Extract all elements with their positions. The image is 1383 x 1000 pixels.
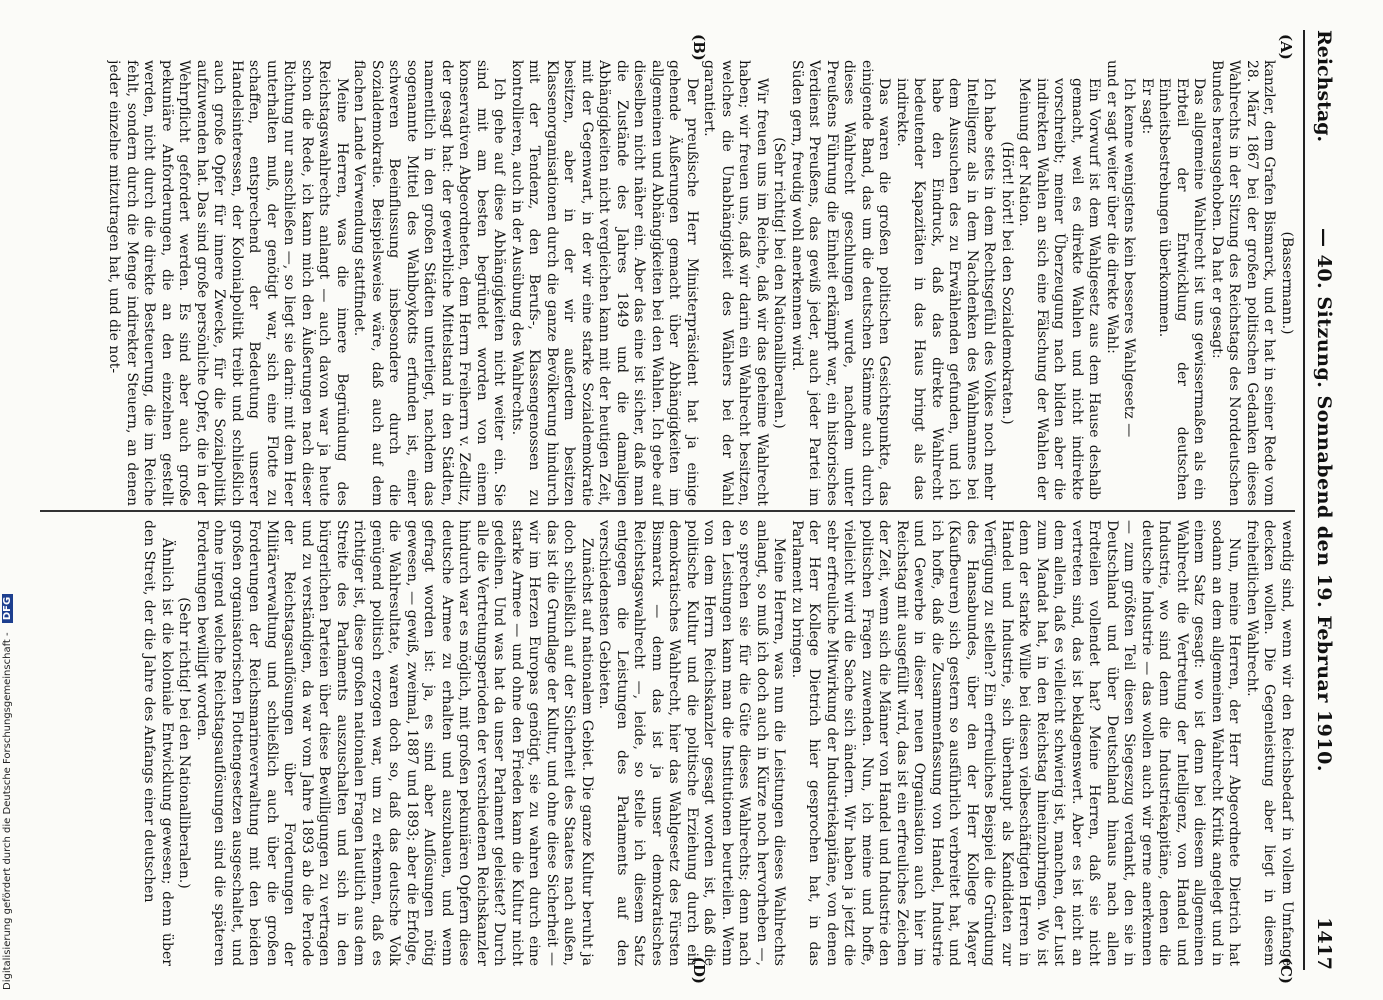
margin-marker-b: (B)	[690, 34, 708, 61]
paragraph: Meine Herren, was die innere Begründung des Reichstagswahlrechts anlangt — auch davon war ja heute schon die Rede, ich kann mich den Äußerungen nach dieser Richtung nur anschließen —, so liegt sie darin: mit dem Heer unterhalten muß, der genötigt war, sich eine Flotte zu schaffen, entsprechend der Bedeutung unserer Handelsinteressen, der Kolonialpolitik treibt und schließlich auch große Opfer für innere Zwecke, für die Sozialpolitik aufzuwenden hat. Das sind große persönliche Opfer, die in der Wehrpflicht gefordert werden. Es sind aber auch große pekuniäre Anforderungen, die an den einzelnen gestellt werden, nicht durch die direkte Besteuerung, die im Reiche fehlt, sondern durch die Menge indirekter Steuern, an denen jeder einzelne mitzutragen hat, und die not-	[106, 60, 350, 506]
paragraph: Ich gehe auf diese Abhängigkeiten nicht weiter ein. Sie sind mit am besten begründet worden von einem konservativen Abgeordneten, dem Herrn Freiherrn v. Zedlitz, der gesagt hat: der gewerbliche Mittelstand in den Städten, namentlich in den großen Städten unterliegt, nachdem das sogenannte Mittel des Wahlboykotts erfunden ist, einer schweren Beeinflussung insbesondere durch die Sozialdemokratie. Beispielsweise wäre, daß auch auf dem flachen Lande Verwendung stattfindet.	[351, 60, 508, 506]
paragraph: Wir freuen uns im Reiche, daß wir das geheime Wahlrecht haben; wir freuen uns, daß wir darin ein Wahlrecht besitzen, welches die Unabhängigkeit des Wählers bei der Wahl garantiert.	[701, 60, 770, 506]
paragraph: Das waren die großen politischen Gesichtspunkte, das einigende Band, das um die deutschen Stämme auch durch dieses Wahlrecht geschlungen wurde, nachdem unter Preußens Führung die Einheit erkämpft war, ein historisches Verdienst Preußens, das gewiß jeder, auch jeder Partei im Süden gern, freudig wohl anerkennen wird.	[789, 60, 893, 506]
margin-marker-a: (A)	[1277, 34, 1295, 60]
right-column	[40, 520, 1295, 966]
paragraph: Er sagt:	[1139, 78, 1155, 135]
paragraph: Nun, meine Herren, der Herr Abgeordnete Dietrich hat sodann an dem allgemeinen Wahlrecht Kritik angelegt und in einem Satz gesagt: wo ist denn bei diesem allgemeinen Wahlrecht die Vertretung der Intelligenz, von Handel und Industrie, wo sind denn die Industriekapitäne, denen die deutsche Industrie — das wollen auch wir gerne anerkennen — zum größten Teil diesen Siegeszug verdankt, den sie in Deutschland und über Deutschland hinaus nach allen Erdteilen vollendet hat? Meine Herren, daß sie nicht vertreten sind, das ist beklagenswert. Aber es ist nicht an dem allein, daß es vielleicht schwierig ist, manchen, der Lust zum Mandat hat, in den Reichstag hineinzubringen. Wo ist denn der starke Wille bei diesen vielbeschäftigten Herren in Handel und Industrie, sich überhaupt als Kandidaten zur Verfügung zu stellen? Ein erfreuliches Beispiel die Gründung des Hansabundes, über den der Herr Kollege Mayer (Kaufbeuren) sich gestern so ausführlich verbreitet hat, und ich hoffe, daß die Zusammenfassung von Handel, Industrie und Gewerbe in dieser neuen Organisation auch hier im Reichstag mit ausgefüllt wird, das ist ein erfreuliches Zeichen der Zeit, wenn sich die Männer von Handel und Industrie den politischen Fragen zuwenden. Nun, ich meine und hoffe, vielleicht wird die Sache sich ändern. Wir haben ja jetzt die sehr erfreuliche Mitwirkung der Industriekapitäne, von denen der Herr Kollege Dietrich hier gesprochen hat, in das Parlament zu bringen.	[789, 520, 1243, 966]
header-session: — 40. Sitzung. Sonnabend den 19. Februar 1910.	[1313, 228, 1335, 772]
quotation: Ein Vorwurf ist dem Wahlgesetz aus dem Hause deshalb gemacht, weil es direkte Wahlen und nicht indirekte vorschreibt; meiner Überzeugung nach bilden aber die indirekten Wahlen an sich eine Fälschung der Wahlen der Meinung der Nation.	[1016, 78, 1103, 500]
header-rule	[1303, 30, 1305, 970]
credit-text: Digitalisierung gefördert durch die Deutsche Forschungsgemeinschaft -	[2, 632, 13, 990]
header-title: Reichstag.	[1313, 30, 1335, 143]
quotation: Ich kenne wenigstens kein besseres Wahlgesetz —	[1121, 78, 1138, 438]
quotation: Ich habe stets in dem Rechtsgefühl des Volkes noch mehr Intelligenz als in dem Nachdenken des Wahlmannes bei dem Aussuchen des zu Erwählenden gefunden, und ich habe den Eindruck, daß das direkte Wahlrecht bedeutender Kapazitäten in das Haus bringt als das indirekte.	[894, 78, 998, 500]
page-number: 1417	[1313, 917, 1335, 970]
margin-marker-d: (D)	[690, 956, 708, 984]
paragraph: Der preußische Herr Ministerpräsident hat ja einige gehende Äußerungen gemacht über Abhängigkeiten im allgemeinen und Abhängigkeiten bei den Wahlen. Ich gebe auf dieselben nicht näher ein. Aber das eine ist sicher, daß man die Zustände des Jahres 1849 und die damaligen Abhängigkeiten nicht vergleichen kann mit der heutigen Zeit, mit der Gegenwart, in der wir eine starke Sozialdemokratie besitzen, aber in der wir außerdem besitzen Klassenorganisationen durch die ganze Bevölkerung hindurch mit der Tendenz, den Berufs-, Klassengenossen zu kontrollieren, auch in der Ausübung des Wahlrechts.	[509, 60, 700, 506]
column-divider	[40, 510, 1295, 512]
interjection: (Hört! hört! bei den Sozialdemokraten.)	[999, 141, 1015, 425]
quotation: Das allgemeine Wahlrecht ist uns gewissermaßen als ein Erbteil der Entwicklung der deutschen Einheitsbestrebungen überkommen.	[1156, 78, 1208, 500]
margin-marker-c: (C)	[1277, 957, 1295, 984]
interjection: (Sehr richtig! bei den Nationalliberalen.)	[771, 137, 788, 429]
left-column	[40, 60, 1295, 506]
digitization-credit	[2, 0, 22, 990]
paragraph: Ähnlich ist die koloniale Entwicklung gewesen; denn über den Streit, der die Jahre des Anfangs einer deutschen	[141, 520, 175, 966]
paragraph: Meine Herren, was nun die Leistungen dieses Wahlrechts anlangt, so muß ich doch auch in Kürze noch hervorheben —, so sprechen sie für die Güte dieses Wahlrechts; denn nach den Leistungen kann man die Institutionen beurteilen. Wenn von dem Herrn Reichskanzler gesagt worden ist, daß die politische Kultur und die politische Erziehung durch ein demokratisches Wahlrecht, hier das Wahlgesetz des Fürsten Bismarck — denn das ist ja unser demokratisches Reichstagswahlrecht —, leide, so stelle ich diesem Satz entgegen die Leistungen des Parlaments auf den verschiedensten Gebieten.	[596, 520, 788, 966]
paragraph: wendig sind, wenn wir den Reichsbedarf in vollem Umfange decken wollen. Die Gegenleistung aber liegt in diesem freiheitlichen Wahlrecht.	[1244, 520, 1295, 966]
paragraph: Zunächst auf nationalem Gebiet. Die ganze Kultur beruht ja doch schließlich auf der Sicherheit des Staates nach außen, das ist die Grundlage der Kultur, und ohne diese Sicherheit — wir im Herzen Europas genötigt, sie zu wahren durch eine starke Armee — und ohne den Frieden kann die Kultur nicht gedeihen. Und was hat da unser Parlament geleistet? Durch alle die Vertretungsperioden der verschiedenen Reichskanzler hindurch war es möglich, mit großen pekuniären Opfern diese deutsche Armee zu erhalten und auszubauen, und wenn gefragt worden ist: ja, es sind aber Auflösungen nötig gewesen, — gewiß, zweimal, 1887 und 1893; aber die Erfolge, die Wahlresultate, waren doch so, daß das deutsche Volk genügend politisch erzogen war, um zu erkennen, daß es richtiger ist, diese großen nationalen Fragen lautlich aus dem Streite des Parlaments auszuschalten und sich in den bürgerlichen Parteien über diese Bewilligungen zu vertragen und zu verständigen, da war vom Jahre 1893 ab die Periode der Reichstagsauflösungen über Forderungen der Militärverwaltung und schließlich auch über die großen Forderungen der Reichsmarineverwaltung mit den beiden großen organisatorischen Flottengesetzen ausgeschaltet, und ohne irgend welche Reichstagsauflösungen sind die späteren Forderungen bewilligt worden.	[194, 520, 595, 966]
paragraph: kanzler, dem Grafen Bismarck, und er hat in seiner Rede vom 28. März 1867 bei der großen politischen Gedanken dieses Wahlrechts in der Sitzung des Reichstags des Norddeutschen Bundes herausgehoben. Da hat er gesagt:	[1209, 60, 1278, 506]
speaker-name: (Bassermann.)	[1279, 231, 1295, 335]
interjection: (Sehr richtig! bei den Nationalliberalen.)	[176, 597, 193, 889]
page-header	[1309, 30, 1335, 970]
paragraph: und er sagt weiter über die direkte Wahl:	[1104, 60, 1120, 354]
dfg-logo: DFG	[2, 594, 13, 623]
